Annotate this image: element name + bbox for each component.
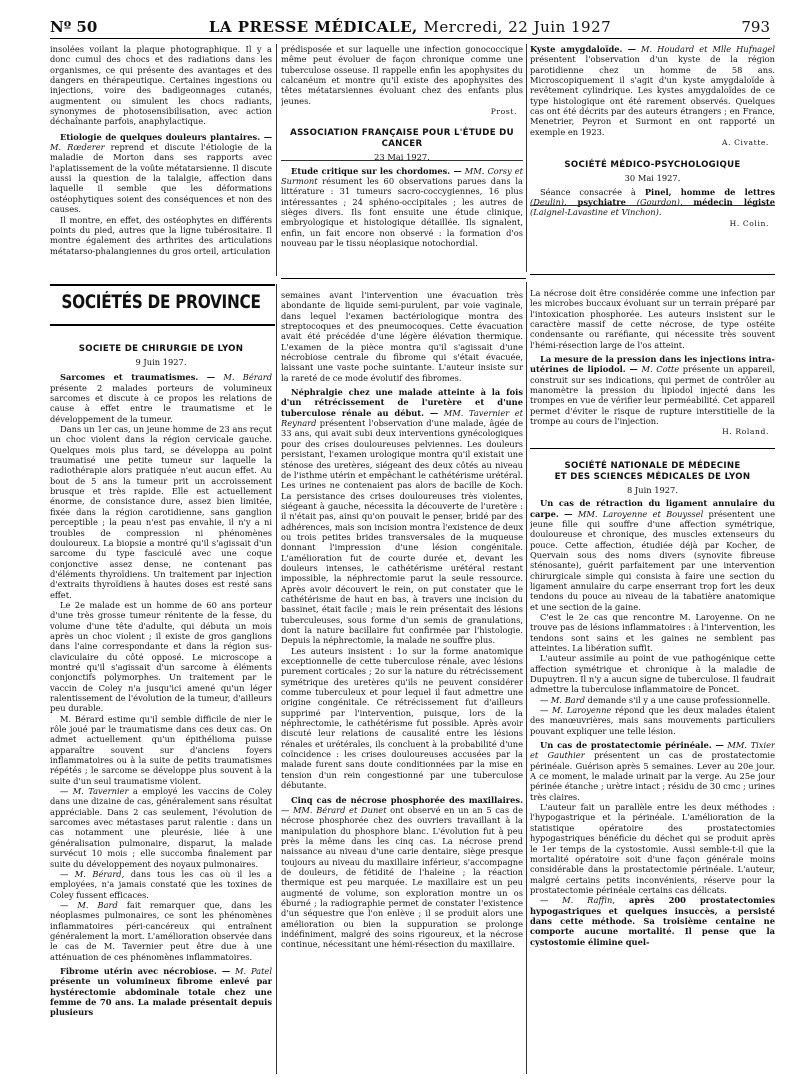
section-title: ASSOCIATION FRANÇAISE POUR L'ÉTUDE DU CANCER [290, 128, 514, 150]
article-title: Etude critique sur les chordomes. — [291, 165, 462, 176]
paragraph: La nécrose doit être considérée comme une infection par les microbes buccaux évoluant sur un terrain préparé par l'intoxication phosphorée. Les auteurs insistent sur le caractère massif de cette nécrose, de type ostéite condensante ou raréfiante, qui nécessite très souvent l'hémi-résection large de l'os atteint. [530, 288, 775, 350]
signature: H. Colin. [729, 218, 769, 228]
paragraph [530, 895, 775, 947]
text: présentent l'observation d'un kyste de la région parotidienne chez un homme de 58 ans. Microscopiquement il s'agit d'un kyste amygdaloïde à revêtement cylindrique. Les kystes amygdaloïdes de ce type histologique ont été rarement observés. Quelques cas ont été décrits par des auteurs étrangers ; en France, Menetrier, Peyron et Surmont en ont rapporté un exemple en 1923. [530, 54, 775, 137]
bold-text: après 200 prostatectomies hypogastriques et quelques insuccès, a persisté dans cette méthode. Sa troisième centaine ne comporte aucune mortalité. Il pense que la cystostomie élimine quel- [530, 895, 775, 947]
author: MM. Laroyenne et Bouyssel [577, 508, 704, 519]
author: MM. Tixier et Gauthier [530, 740, 775, 761]
paragraph: L'auteur assimile au point de vue pathogénique cette affection symétrique et chronique à la maladie de Dupuytren. Il n'y a aucun signe de tuberculose. Il faudrait admettre la tuberculose inflammatoire de Poncet. [530, 653, 775, 695]
province-section-title: SOCIÉTÉS DE PROVINCE [61, 292, 261, 313]
text: ont observé en un an 5 cas de nécrose phosphorée chez des ouvriers travaillant à la manipulation du phosphore blanc. L'évolution fut à peu près la même dans les cinq cas. La nécrose prend naissance au niveau d'une carie dentaire, siège presque toujours au niveau du maxillaire inférieur, s'accompagne de douleurs, de fétidité de l'haleine ; la réaction thermique est peu marquée. Le maxillaire est un peu augmenté de volume, son exploration montre un os éburné ; la radiographie permet de constater l'existence d'un séquestre que l'on enlève ; il se produit alors une amélioration ou bien la suppuration se prolonge indéfiniment, malgré des soins rigoureux, et la nécrose continue, nécessitant une hémi-résection du maxillaire. [281, 804, 523, 950]
article-title: Sarcomes et traumatismes. — [60, 372, 216, 383]
text: demande s'il y a une cause professionnelle. [585, 694, 771, 705]
article-title: Etiologie de quelques douleurs plantaires. — [60, 131, 272, 142]
section-rule [281, 278, 526, 279]
text: reprend et discute l'étiologie de la maladie de Morton dans ses rapports avec l'aplatissement de la voûte métatarsienne. Il discute aussi la question de la talalgie, affection dans laquelle il semble que les déformations ostéophytiques soient des conséquences et non des causes. [50, 142, 272, 215]
section-rule [530, 448, 775, 449]
col1-main [50, 344, 272, 1076]
signature: A. Civatte. [722, 138, 769, 148]
paragraph: Le 2e malade est un homme de 60 ans porteur d'une très grosse tumeur rénitente de la fesse, du volume d'une tête d'adulte, qui débuta un mois après un choc violent ; il existe de gros ganglions dans l'aine correspondante et dans la région sus-claviculaire du côté opposé. Le microscope a montré qu'il s'agissait d'un sarcome à éléments conjonctifs polymorphes. Un traitement par le vaccin de Coley n'a jusqu'ici amené qu'un léger ralentissement de l'évolution de la tumeur, d'ailleurs peu durable. [50, 599, 272, 714]
paragraph [530, 498, 775, 612]
author: M. Cotte [641, 364, 680, 375]
meeting-date: 23 Mai 1927. [374, 152, 430, 163]
text: résument les 60 observations parues dans la littérature : 31 tumeurs sacro-coccygiennes, 16 plus intéressantes ; 24 sphéno-occipitales ; les autres de sièges divers. Ils font ensuite une étude clinique, embryologique et histologique détaillée. Ils signalent, enfin, un fait encore non observé : la formation d'os nouveau par le tissu néoplasique notochordial. [281, 176, 523, 249]
author: — M. Bard [540, 694, 586, 705]
author: MM. Corsy et Surmont [281, 165, 523, 187]
article-title: Un cas de rétraction du ligament annulaire du carpe. — [530, 498, 775, 519]
paragraph: L'auteur fait un parallèle entre les deux méthodes : l'hypogastrique et la périnéale. L'amélioration de la statistique opératoire des prostatectomies hypogastriques bénéficie du déchet qui se produit après le 1er temps de la cystostomie. Aussi semble-t-il que la mortalité opératoire soit d'une façon générale moins considérable dans la prostatectomie périnéale. L'auteur, malgré certains petits inconvénients, réserve pour la prostatectomie périnéale certains cas délicats. [530, 802, 775, 895]
text: Séance consacrée à [540, 186, 645, 197]
col1-top [50, 44, 272, 282]
section-rule [530, 205, 775, 206]
issue-number: Nº 50 [50, 18, 98, 36]
section-rule [281, 160, 523, 161]
author: MM. Tavernier et Reynard [281, 407, 523, 429]
bold-text: Pinel, homme de lettres [644, 186, 775, 197]
section-rule [530, 274, 775, 275]
italic-text: (Laignel-Lavastine et Vinchon). [530, 207, 662, 218]
paragraph: Il montre, en effet, des ostéophytes en différents points du pied, autres que la ligne tubérositaire. Il montre également des arthrites des articulations métatarso-phalangiennes du gros orteil, articulation [50, 214, 272, 256]
article-title: Un cas de prostatectomie périnéale. — [540, 740, 724, 751]
section-rule [50, 324, 275, 326]
article-title: Kyste amygdaloïde. — [530, 44, 636, 54]
author: M. Rœderer [50, 142, 105, 153]
article-title: La mesure de la pression dans les injections intra-utérines de lipiodol. — [530, 354, 775, 375]
text: présente un appareil, construit sur ses indications, qui permet de contrôler au manomètre la pression du lipiodol injecté dans les trompes en vue de vérifier leur perméabilité. Cet appareil permet d'éviter le risque de rupture interstitielle de la trompe au cours de l'injection. [530, 364, 775, 427]
paragraph: Dans un 1er cas, un jeune homme de 23 ans reçut un choc violent dans la région cervicale gauche. Quelques mois plus tard, se développa au point traumatisé une petite tumeur sur laquelle la radiothérapie alors pratiquée n'eut aucun effet. Au bout de 5 ans la tumeur prit un accroissement brusque et très rapide. Elle est actuellement énorme, de consistance dure, assez bien limitée, fixée dans la région carotidienne, sans ganglion perceptible ; la peau n'est pas envahie, il n'y a ni troubles de compression ni phénomènes douloureux. La biopsie a montré qu'il s'agissait d'un sarcome du type fasciculé avec une coque conjonctive assez dense, ne contenant pas d'éléments thyroïdiens. Un traitement par injection d'extraits thyroïdiens à hautes doses est resté sans effet. [50, 424, 272, 600]
author: — MM. Bérard et Dunet [281, 804, 387, 815]
paragraph: C'est le 2e cas que rencontre M. Laroyenne. On ne trouve pas de lésions inflammatoires : à l'intervention, les tendons sont sains et les gaines ne semblent pas atteintes. La libération suffit. [530, 611, 775, 653]
paragraph [530, 354, 775, 426]
paragraph [50, 786, 272, 869]
paragraph [281, 166, 523, 249]
section-title: ET DES SCIENCES MÉDICALES DE LYON [554, 471, 751, 482]
bold-text: psychiatre [577, 197, 626, 208]
author: — M. Raffin, [540, 895, 615, 906]
column-rule [526, 282, 527, 1074]
text: présentent un cas de prostatectomie périnéale. Guérison après 5 semaines. Lever au 20e jour. A ce moment, le malade urinait par la verge. Au 25e jour périnée étanche ; urètre intact ; résidu de 30 cmc ; urines très claires. [530, 750, 775, 802]
header-rule [50, 38, 770, 39]
paragraph [530, 44, 775, 137]
signature: Prost. [490, 107, 517, 117]
text: présente 2 malades porteurs de volumineux sarcomes et discute à ce propos les relations de cause à effet entre le traumatisme et le développement de la tumeur. [50, 382, 272, 424]
author: M. Bérard [223, 372, 272, 383]
text: répond que les deux malades étaient des manœuvrières, mais sans mouvements particuliers pouvant expliquer une telle lésion. [530, 705, 775, 736]
bold-text: médecin légiste [693, 197, 775, 208]
col2-main [281, 290, 523, 1076]
italic-text: (Gourdon), [625, 197, 694, 208]
section-title: SOCIÉTÉ MÉDICO-PSYCHOLOGIQUE [564, 160, 741, 171]
column-rule [276, 284, 277, 1074]
paragraph: Les auteurs insistent : 1o sur la forme anatomique exceptionnelle de cette tuberculose rénale, avec lésions purement corticales ; 2o sur la nature du rétrécissement symétrique des uretères qu'ils ne peuvent considérer comme tuberculeux et pour lequel il faut admettre une origine congénitale. Ce rétrécissement fut d'ailleurs supprimé par l'intervention, puisque, lors de la néphrectomie, le cathétérisme fut possible. Après avoir discuté leur relations de causalité entre les lésions rénales et urétérales, ils concluent à la probabilité d'une coïncidence : les crises douloureuses accusées par la malade furent sans doute conditionnées par la mise en tension d'un rein congestionné par une tuberculose débutante. [281, 645, 523, 791]
author: M. Patel [235, 965, 272, 976]
meeting-date: 8 Juin 1927. [627, 484, 678, 495]
italic-text: (Deulin), [530, 197, 578, 208]
author: — M. Tavernier [60, 786, 129, 797]
author: — M. Bard [60, 899, 118, 910]
section-title: SOCIÉTÉ NATIONALE DE MÉDECINE [564, 460, 741, 471]
meeting-date: 30 Mai 1927. [624, 173, 681, 184]
paragraph [281, 387, 523, 646]
text: présentent l'observation d'une malade, âgée de 33 ans, qui avait subi deux interventions gynécologiques pour des crises douloureuses pelviennes. Les douleurs persistant, l'examen urologique montra qu'il existait une sténose des uretères, siégeant des deux côtés au niveau de l'isthme utérin et empêchant le cathétérisme urétéral. Les urines ne contenaient pas alors de bacille de Koch. La persistance des crises douloureuses très violentes, siégeant à gauche, nécessita la découverte de l'uretère : il n'était pas, ainsi qu'on pouvait le penser, bridé par des adhérences, mais son incision montra l'existence de deux ou trois petites brides transversales de la muqueuse donnant l'impression d'une lésion congénitale. L'amélioration fut de courte durée et, devant les douleurs intenses, le cathétérisme urétéral restant impossible, la néphrectomie parut la seule ressource. Après avoir découvert le rein, on put constater que le cathétérisme de haut en bas, à travers une incision du bassinet, était facile ; mais le rein présentait des lésions tuberculeuses, sous forme d'un semis de granulations, dont la nature bacillaire fut confirmée par l'histologie. Depuis la néphrectomie, la malade ne souffre plus. [281, 418, 523, 646]
column-rule [276, 44, 277, 276]
text: présentent une jeune fille qui souffre d'une affection symétrique, douloureuse et chronique, des muscles extenseurs du pouce. Cette affection, étudiée déjà par Kocher, de Quervain sous des noms divers (synovite fibreuse sténosante), guérit parfaitement par une intervention chirurgicale simple qui consista à faire une section du ligament annulaire du carpe enserrant trop fort les deux tendons du pouce au niveau de la tabatière anatomique et une section de la gaine. [530, 508, 775, 612]
paragraph [50, 900, 272, 962]
signature: H. Roland. [722, 427, 769, 437]
text: a employé les vaccins de Coley dans une dizaine de cas, généralement sans résultat appréciable. Dans 2 cas seulement, l'évolution de sarcomes avec métastases parut ralentie : dans un cas notamment une pleurésie, liée à une généralisation pulmonaire, disparut, la malade survécut 10 mois ; elle succomba finalement par suite du développement des noyaux pulmonaires. [50, 786, 272, 869]
paragraph [530, 740, 775, 802]
paragraph [50, 869, 272, 900]
journal-title-line [50, 18, 770, 36]
paragraph [530, 695, 775, 705]
paragraph: prédisposée et sur laquelle une infection gonococcique même peut évoluer de façon chronique comme une tuberculose osseuse. Il rappelle enfin les apophysites du calcanéum et montre qu'il existe des apophysites des têtes métatarsiennes évoluant chez des enfants plus jeunes. [281, 44, 523, 106]
paragraph: semaines avant l'intervention une évacuation très abondante de liquide semi-purulent, par voie vaginale, dans lequel l'examen bactériologique montra des streptocoques et des pneumocoques. Cette évacuation avait été précédée d'une légère élévation thermique. L'examen de la pièce montra qu'il s'agissait d'une nécrobiose centrale du fibrome qui s'était évacuée, laissant une vaste poche suintante. L'auteur insiste sur la rareté de ce mode évolutif des fibromes. [281, 290, 523, 383]
bold-text: présente un volumineux fibrome enlevé par hystérectomie abdominale totale chez une femme de 70 ans. La malade présentait depuis plusieurs [50, 976, 272, 1018]
col3-top [530, 44, 775, 270]
page-number: 793 [741, 18, 770, 36]
article-title: Fibrome utérin avec nécrobiose. — [60, 965, 231, 976]
text: dans tous les cas où il les a employées, n'a jamais constaté que les toxines de Coley fussent efficaces. [50, 868, 272, 900]
paragraph: M. Bérard estime qu'il semble difficile de nier le rôle joué par le traumatisme dans ces deux cas. On admet actuellement qu'un épithélioma puisse apparaître souvent sur d'anciens foyers inflammatoires ou à la suite de petits traumatismes répétés ; le sarcome se développe plus souvent à la suite d'un seul traumatisme violent. [50, 713, 272, 786]
column-rule [526, 44, 527, 272]
paragraph [530, 705, 775, 736]
paragraph: insolées voilant la plaque photographique. Il y a donc cumul des chocs et des radiations dans les organismes, ce qui présente des avantages et des dangers en thérapeutique. Certaines ingestions ou injections, voire des badigeonnages cutanés, augmentent ou simulent les chocs radiants, synonymes de photosensibilisation, avec action déchaînante parfois, anaphylactique. [50, 44, 272, 127]
author: M. Houdard et Mlle Hufnagel [641, 44, 775, 54]
section-rule [50, 284, 275, 286]
paragraph [281, 795, 523, 950]
author: — M. Bérard, [60, 868, 125, 879]
issue-date: Mercredi, 22 Juin 1927 [423, 18, 612, 36]
page-header [50, 18, 770, 36]
paragraph [50, 966, 272, 1018]
author: — M. Laroyenne [540, 705, 612, 716]
meeting-date: 9 Juin 1927. [135, 357, 187, 367]
paragraph [530, 187, 775, 218]
text: fait remarquer que, dans les néoplasmes pulmonaires, ce sont les phénomènes inflammatoires péri-cancéreux qui entraînent généralement la mort. L'amélioration observée dans le cas de M. Tavernier peut être due à une atténuation de ces phénomènes inflammatoires. [50, 899, 272, 962]
article-title: Néphralgie chez une malade atteinte à la fois d'un rétrécissement de l'uretère et d'une tuberculose rénale au début. — [281, 387, 523, 418]
paragraph [50, 372, 272, 424]
paragraph [50, 132, 272, 215]
article-title: Cinq cas de nécrose phosphorée des maxillaires. [291, 794, 523, 805]
col3-main [530, 288, 775, 1076]
journal-title: LA PRESSE MÉDICALE, [208, 18, 418, 36]
section-title: SOCIÉTÉ DE CHIRURGIE DE LYON [78, 344, 244, 354]
